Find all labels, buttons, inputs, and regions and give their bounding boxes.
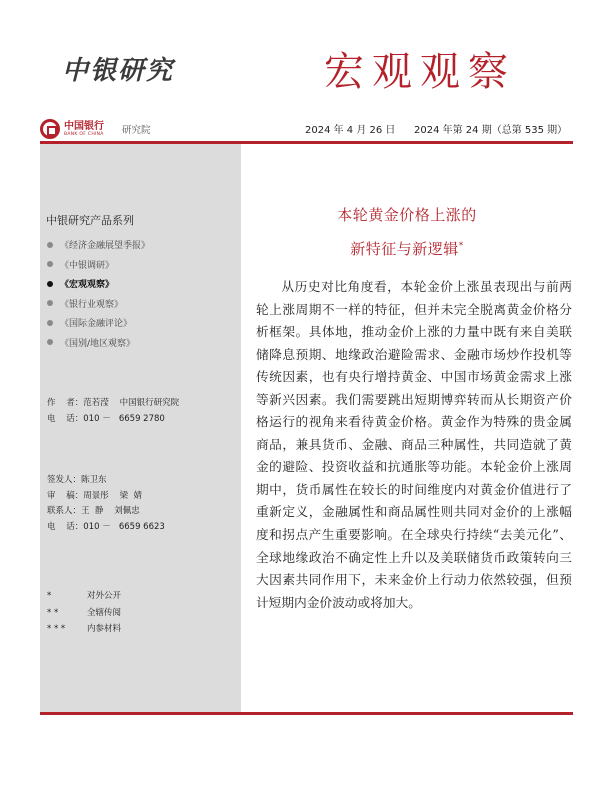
contact-phone: 电 话：010 － 6659 6623 [47,521,165,532]
institute-label: 研究院 [122,125,151,136]
article-abstract: 从历史对比角度看，本轮金价上涨虽表现出与前两轮上涨周期不一样的特征，但并未完全脱离黄金价格分析框架。具体地，推动金价上涨的力量中既有来自美联储降息预期、地缘政治避险需求、金融市场炒作投机等传统因素，也有央行增持黄金、中国市场黄金需求上涨等新兴因素。我们需要跳出短期博弈转而从长期资产价格运行的视角来看待黄金价格。黄金作为特殊的贵金属商品，兼具货币、金融、商品三种属性，共同造就了黄金的避险、投资收益和抗通胀等功能。本轮金价上涨周期中，货币属性在较长的时间维度内对黄金价值进行了重新定义，金融属性和商品属性则共同对金价的上涨幅度和拐点产生重要影响。在全球央行持续“去美元化”、全球地缘政治不确定性上升以及美联储货币政策转向三大因素共同作用下，未来金价上行动力依然较强，但预计短期内金价波动或将加大。 [256,279,572,610]
bank-name-cn: 中国银行 [64,120,104,132]
bank-of-china-logo [40,119,104,139]
author-line: 作 者：范若滢 中国银行研究院 [47,398,180,408]
article-title-line2: 新特征与新逻辑* [350,240,464,258]
series-list [47,235,150,352]
author-phone: 电 话：010 － 6659 2780 [47,413,165,424]
article-title-line1: 本轮黄金价格上涨的 [337,206,477,224]
series-title: 中银研究产品系列 [46,214,134,227]
publication-title: 宏观观察 [324,49,516,95]
bottom-divider [40,712,573,715]
series-item-active: 《宏观观察》 [47,274,150,294]
bullet-icon [47,339,53,345]
signoff-info [47,473,165,535]
legend-row: * * * 内参材料 [47,624,122,634]
series-item: 《国别/地区观察》 [47,333,150,353]
signer-line: 签发人：陈卫东 [47,475,107,485]
issue-date: 2024 年 4 月 26 日 [305,125,396,136]
series-item: 《经济金融展望季报》 [47,235,150,255]
bullet-icon [47,300,53,306]
title-footnote-mark: * [458,241,464,251]
series-item: 《银行业观察》 [47,294,150,314]
issue-number: 2024 年第 24 期（总第 535 期） [414,125,568,136]
bank-name-en: BANK OF CHINA [64,131,104,137]
bullet-icon [47,281,53,287]
contact-line: 联系人：王 静 刘佩忠 [47,506,140,516]
legend-row: * 对外公开 [47,591,122,601]
masthead-logo: 中银研究 [62,56,175,86]
bullet-icon [47,320,53,326]
series-item: 《中银调研》 [47,255,150,275]
series-item: 《国际金融评论》 [47,313,150,333]
confidentiality-legend [47,588,121,638]
legend-row: * * 全辖传阅 [47,607,122,618]
bank-of-china-emblem-icon [40,119,60,139]
reviewer-line: 审 稿：周景彤 梁 婧 [47,490,143,501]
bullet-icon [47,242,53,248]
author-info [47,396,179,427]
bullet-icon [47,261,53,267]
